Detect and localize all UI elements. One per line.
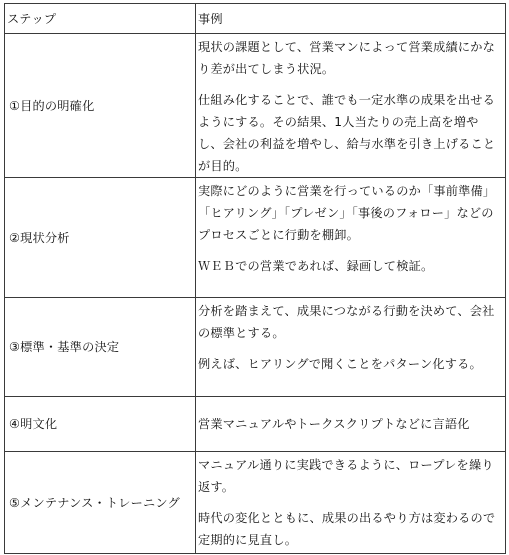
step-label: ①目的の明確化: [9, 98, 95, 113]
example-paragraph: ＷＥＢでの営業であれば、録画して検証。: [198, 259, 434, 273]
table-header-row: [5, 4, 506, 34]
example-paragraph: 実際にどのように営業を行っているのか「事前準備」「ヒアリング」「プレゼン」「事後のフォロー」などのプロセスごとに行動を棚卸。: [198, 184, 496, 242]
table-row: [5, 397, 506, 452]
step-label: ④明文化: [9, 417, 58, 431]
steps-table: [4, 3, 506, 554]
header-example-cell: [196, 4, 506, 34]
step-label: ③標準・基準の決定: [9, 340, 120, 354]
example-paragraph: 例えば、ヒアリングで聞くことをパターン化する。: [198, 357, 482, 371]
header-step-cell: [5, 4, 196, 34]
step-cell: [5, 34, 196, 178]
header-example-label: 事例: [198, 11, 223, 26]
step-cell: [5, 298, 196, 397]
example-cell: [196, 452, 506, 554]
example-cell: [196, 397, 506, 452]
example-paragraph: 分析を踏まえて、成果につながる行動を決めて、会社の標準とする。: [198, 304, 495, 340]
table-row: [5, 178, 506, 298]
example-paragraph: 現状の課題として、営業マンによって営業成績にかなり差が出てしまう状況。: [198, 40, 496, 76]
table-row: [5, 34, 506, 178]
example-paragraph: 仕組み化することで、誰でも一定水準の成果を出せるようにする。その結果、1人当たりの売上高を増やし、会社の利益を増やし、給与水準を引き上げることが目的。: [198, 93, 496, 173]
table-row: [5, 452, 506, 554]
step-cell: [5, 178, 196, 298]
step-label: ⑤メンテナンス・トレーニング: [9, 495, 180, 510]
example-paragraph: 時代の変化とともに、成果の出るやり方は変わるので定期的に見直し。: [198, 511, 496, 547]
example-paragraph: マニュアル通りに実践できるように、ロープレを繰り返す。: [198, 458, 494, 494]
example-cell: [196, 34, 506, 178]
step-cell: [5, 452, 196, 554]
step-label: ②現状分析: [9, 230, 70, 245]
table-row: [5, 298, 506, 397]
example-cell: [196, 178, 506, 298]
example-cell: [196, 298, 506, 397]
step-cell: [5, 397, 196, 452]
header-step-label: ステップ: [7, 11, 57, 26]
example-paragraph: 営業マニュアルやトークスクリプトなどに言語化: [198, 417, 470, 431]
